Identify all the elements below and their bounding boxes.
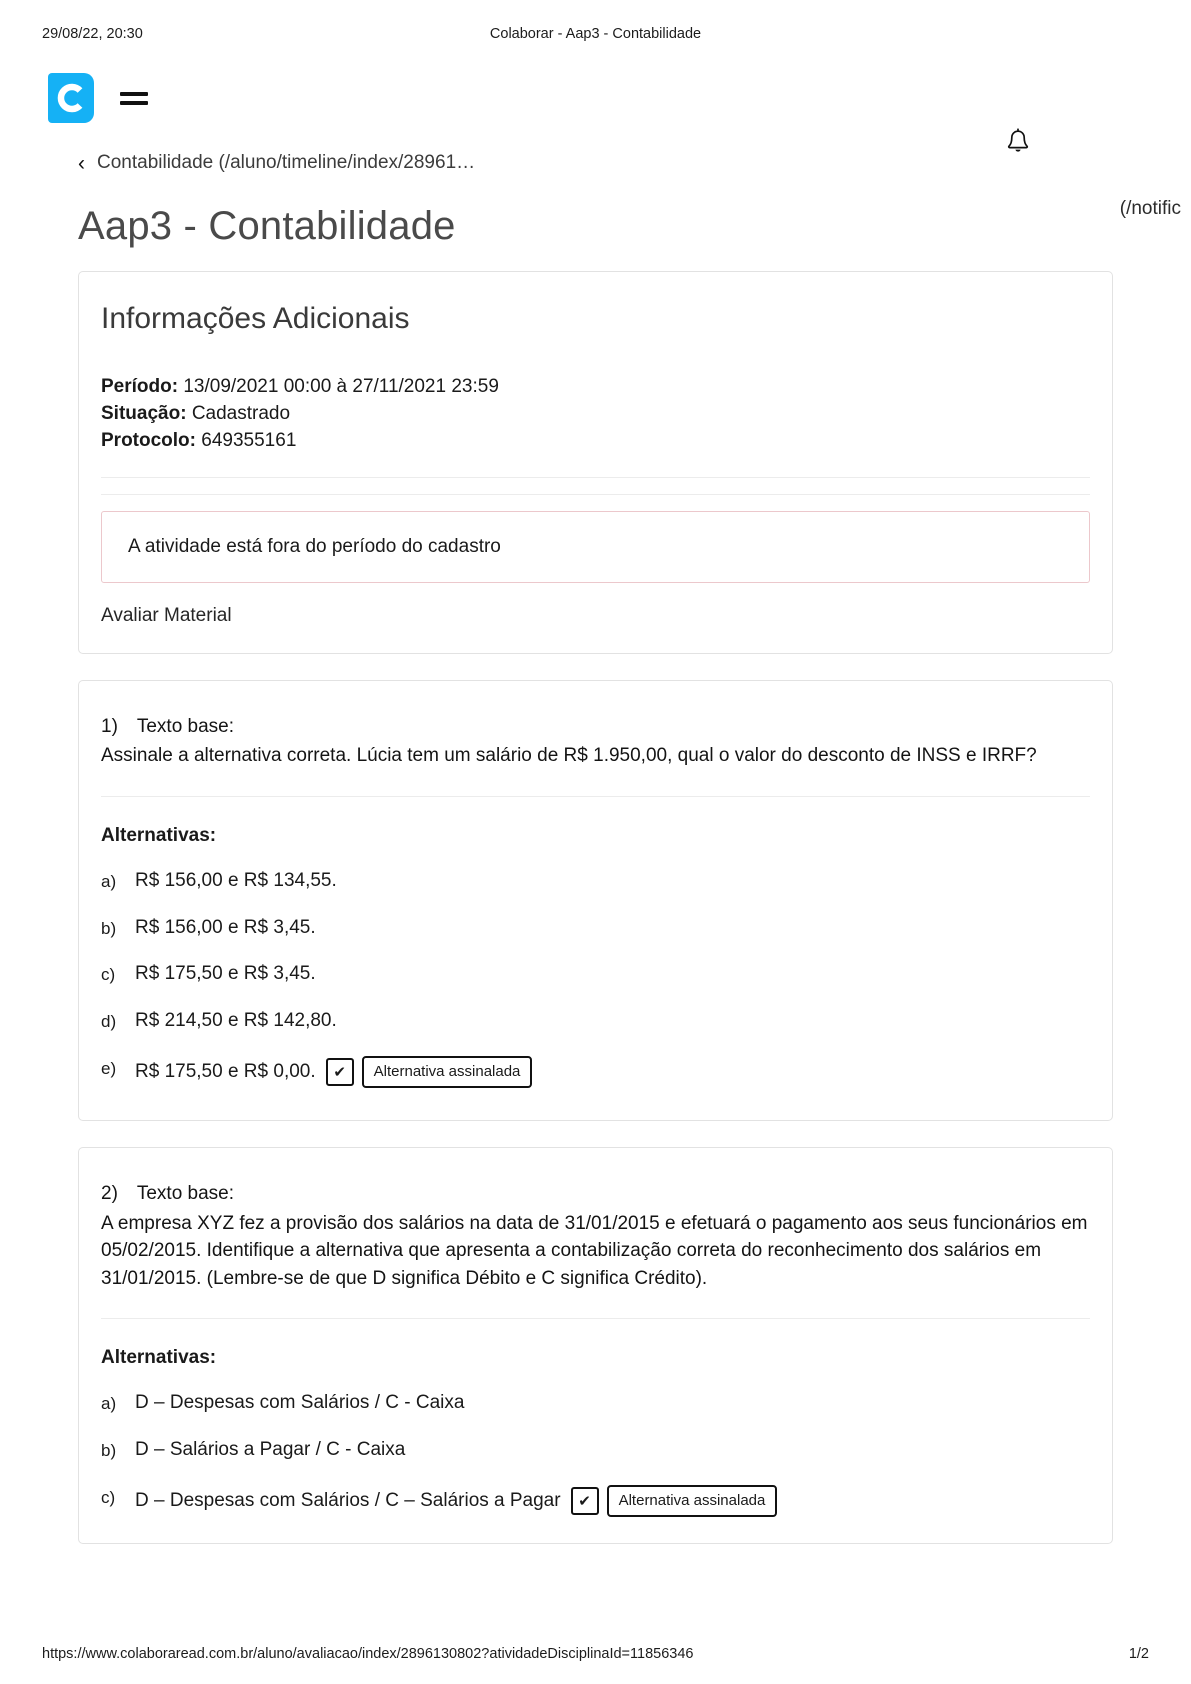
question-number: 1): [101, 715, 118, 737]
alternative-letter: a): [101, 1394, 117, 1414]
alternative-letter: c): [101, 965, 116, 985]
page-title: Aap3 - Contabilidade: [78, 204, 456, 248]
bell-icon[interactable]: [1005, 128, 1031, 163]
question-number: 2): [101, 1183, 118, 1205]
print-footer-url: https://www.colaboraread.com.br/aluno/avaliacao/index/2896130802?atividadeDisciplinaId=11856346: [42, 1646, 694, 1662]
additional-info-meta: [101, 374, 1090, 455]
alternative-option[interactable]: [101, 869, 1090, 894]
print-footer-page: 1/2: [1128, 1646, 1149, 1662]
alternative-option[interactable]: [101, 916, 1090, 941]
print-footer: [0, 1646, 1191, 1662]
additional-info-card: [78, 271, 1113, 654]
alternative-option-selected[interactable]: [101, 1485, 1090, 1518]
divider: [101, 477, 1090, 478]
question-card: [78, 680, 1113, 1121]
periodo-label: Período:: [101, 376, 179, 397]
checkmark-icon: ✔: [571, 1487, 599, 1515]
alternative-text: D – Despesas com Salários / C - Caixa: [135, 1392, 465, 1414]
alternative-text: R$ 175,50 e R$ 0,00.: [135, 1060, 316, 1082]
alternative-text: D – Despesas com Salários / C – Salários a Pagar: [135, 1489, 561, 1511]
print-header: [0, 0, 1191, 42]
question-statement: Assinale a alternativa correta. Lúcia tem um salário de R$ 1.950,00, qual o valor do desconto de INSS e IRRF?: [101, 745, 1037, 767]
evaluate-material-link[interactable]: Avaliar Material: [101, 604, 232, 626]
situacao-row: [101, 401, 1090, 428]
hamburger-icon[interactable]: [120, 87, 148, 109]
question-base-label: Texto base:: [136, 715, 235, 737]
periodo-value: 13/09/2021 00:00 à 27/11/2021 23:59: [183, 376, 499, 397]
print-date: 29/08/22, 20:30: [42, 26, 143, 42]
alternative-letter: a): [101, 872, 117, 891]
alternative-option[interactable]: [101, 1391, 1090, 1416]
status-alert: A atividade está fora do período do cadastro: [101, 511, 1090, 583]
content-wrap: [0, 271, 1191, 1544]
back-chevron-icon[interactable]: ‹: [78, 151, 85, 175]
question-base-label: Texto base:: [136, 1183, 235, 1205]
alternative-letter: c): [101, 1487, 116, 1507]
alternative-option[interactable]: [101, 962, 1090, 987]
alternative-text: R$ 175,50 e R$ 3,45.: [135, 963, 316, 985]
alternative-letter: b): [101, 1441, 117, 1461]
alternative-letter: e): [101, 1058, 117, 1078]
divider: [101, 494, 1090, 495]
colaborar-logo[interactable]: [48, 73, 94, 123]
divider: [101, 1318, 1090, 1319]
breadcrumb-link[interactable]: Contabilidade (/aluno/timeline/index/28961…: [97, 152, 476, 173]
alternative-option[interactable]: [101, 1438, 1090, 1463]
notifications-link[interactable]: (/notific: [1119, 198, 1181, 219]
alternative-option[interactable]: [101, 1009, 1090, 1034]
divider: [101, 796, 1090, 797]
situacao-value: Cadastrado: [191, 402, 291, 424]
alternatives-label: Alternativas:: [101, 825, 217, 846]
alternative-text: R$ 156,00 e R$ 134,55.: [135, 870, 337, 891]
alternatives-label: Alternativas:: [101, 1347, 217, 1369]
alternative-text: R$ 156,00 e R$ 3,45.: [135, 916, 316, 938]
protocolo-value: 649355161: [201, 429, 297, 451]
alternative-option-selected[interactable]: [101, 1056, 1090, 1089]
question-statement: A empresa XYZ fez a provisão dos salários na data de 31/01/2015 e efetuará o pagamento aos seus funcionários em 05/02/2015. Identifique a alternativa que apresenta a contabilização correta do reconhecimento dos salários em 31/01/2015. (Lembre-se de que D significa Débito e C significa Crédito).: [101, 1212, 1088, 1289]
print-doc-title: Colaborar - Aap3 - Contabilidade: [489, 26, 702, 42]
alternative-text: D – Salários a Pagar / C - Caixa: [135, 1439, 406, 1461]
question-header: [101, 1180, 1090, 1292]
additional-info-title: Informações Adicionais: [101, 302, 410, 335]
selected-answer-badge: Alternativa assinalada: [607, 1485, 778, 1518]
alternative-letter: b): [101, 918, 117, 938]
question-card: [78, 1147, 1113, 1544]
alternative-letter: d): [101, 1012, 117, 1032]
protocolo-row: [101, 428, 1090, 455]
selected-answer-badge: Alternativa assinalada: [362, 1056, 533, 1089]
alternative-text: R$ 214,50 e R$ 142,80.: [135, 1010, 337, 1032]
situacao-label: Situação:: [101, 402, 187, 424]
checkmark-icon: ✔: [326, 1058, 354, 1086]
protocolo-label: Protocolo:: [101, 429, 196, 451]
question-header: [101, 713, 1090, 770]
periodo-row: [101, 374, 1090, 401]
